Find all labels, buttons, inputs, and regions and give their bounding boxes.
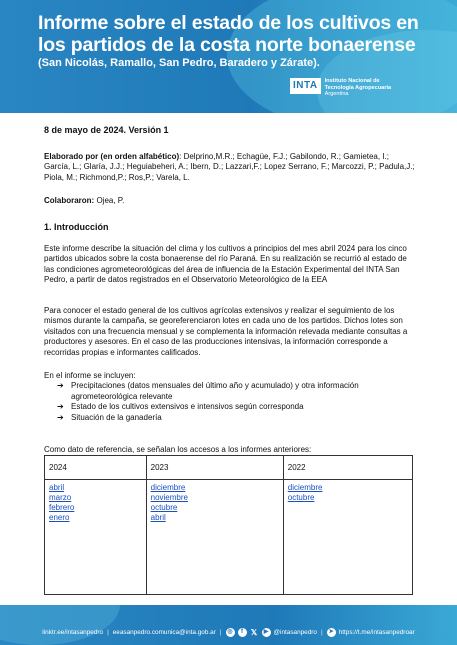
intro-paragraph-1: Este informe describe la situación del clima y los cultivos a principios del mes abril 2024 para los cinco partidos ubicados sobre la costa bonaerense del río Paraná. En su realización se recurrió al estado de las condiciones agrometeorológicas del área de influencia de la Estación Experimental del INTA San Pedro, a partir de datos registrados en el Observatorio Meteorológico de la EEA [44,244,407,285]
email-link[interactable]: eeasanpedro.comunica@inta.gob.ar [112,629,216,636]
footer-banner [0,605,457,645]
previous-reports-table [44,455,413,595]
arrow-icon: ➔ [57,412,64,422]
header-cell-2024: 2024 [45,456,147,480]
collaborators [44,196,124,205]
report-link[interactable]: enero [49,513,70,522]
instagram-icon[interactable]: ◎ [227,629,233,635]
x-icon[interactable]: 𝕏 [250,628,258,637]
report-link[interactable]: diciembre [287,483,323,492]
separator: | [219,629,222,636]
links-2022 [283,480,412,595]
telegram-icon[interactable]: ➤ [328,629,334,635]
document-title: Informe sobre el estado de los cultivos en los partidos de la costa norte bonaerense [38,12,419,56]
header-cell-2022: 2022 [283,456,412,480]
section-title: 1. Introducción [44,222,109,232]
list-item [44,381,416,402]
report-link[interactable]: abril [49,483,65,492]
logo-line: Argentina [324,91,349,97]
authors-label: Elaborado por (en orden alfabético) [44,152,180,161]
header-cell-2023: 2023 [146,456,283,480]
links-2024 [45,480,147,595]
authors-list: : Delprino,M.R.; Echagüe, F.J.; Gabilondo, R.; Gamietea, I.; García, L.; Glaría, J.J.; Heguiabeheri, A.; Ibern, D.; Lazzari,F.; Lopez Serrano, F.; Marcozzi, P.; Padula,J.; Piola, M.; Richmond,P.; Ros,P.; Varela, L. [44,152,415,182]
facebook-icon[interactable]: f [238,628,247,637]
decorative-wave [0,605,120,645]
report-link[interactable]: octubre [150,503,178,512]
collab-label: Colaboraron: [44,196,95,205]
separator: | [107,629,109,636]
document-subtitle: (San Nicolás, Ramallo, San Pedro, Baradero y Zárate). [38,57,320,69]
youtube-icon[interactable]: ▶ [262,628,271,637]
report-link[interactable]: noviembre [150,493,188,502]
table-header-row [45,456,413,480]
telegram-link[interactable]: https://t.me/intasanpedroar [338,629,415,636]
list-item-text: Estado de los cultivos extensivos e intensivos según corresponda [71,402,304,412]
contents-list [44,371,416,423]
authors-block [44,152,416,183]
collab-list: Ojea, P. [94,196,125,205]
report-link[interactable]: diciembre [150,483,186,492]
list-item [44,402,416,412]
arrow-icon: ➔ [57,402,64,412]
reference-line: Como dato de referencia, se señalan los accesos a los informes anteriores: [44,445,312,454]
inta-logo [290,78,420,108]
arrow-icon: ➔ [57,381,64,391]
social-handle: @intasanpedro [273,629,317,636]
linktree-link[interactable]: linktr.ee/intasanpedro [42,629,104,636]
header-banner [0,0,457,113]
report-link[interactable]: febrero [49,503,75,512]
list-item-text: Precipitaciones (datos mensuales del último año y acumulado) y otra información agrometeorológica relevante [71,381,359,401]
report-link[interactable]: octubre [287,493,315,502]
report-link[interactable]: abril [150,513,166,522]
document-date: 8 de mayo de 2024. Versión 1 [44,125,169,135]
footer-links [0,628,457,637]
separator: | [320,629,323,636]
intro-paragraph-2: Para conocer el estado general de los cultivos agrícolas extensivos y realizar el seguimiento de los mismos durante la campaña, se georeferenciaron lotes en cada uno de los partidos. Dichos lotes son visitados con una frecuencia mensual y se complementa la información relevada mediante consultas a productores y asesores. En el caso de las producciones intensivas, la información corresponde a recorridas propias e informantes calificados. [44,306,408,357]
inta-logo-mark: INTA [290,78,321,94]
report-link[interactable]: marzo [49,493,72,502]
logo-line: Instituto Nacional de [324,78,380,84]
list-intro: En el informe se incluyen: [44,371,136,380]
links-2023 [146,480,283,595]
logo-line: Tecnología Agropecuaria [324,84,392,91]
table-row [45,480,413,595]
inta-logo-text [325,78,392,98]
list-item-text: Situación de la ganadería [71,412,162,422]
list-item [44,413,416,423]
